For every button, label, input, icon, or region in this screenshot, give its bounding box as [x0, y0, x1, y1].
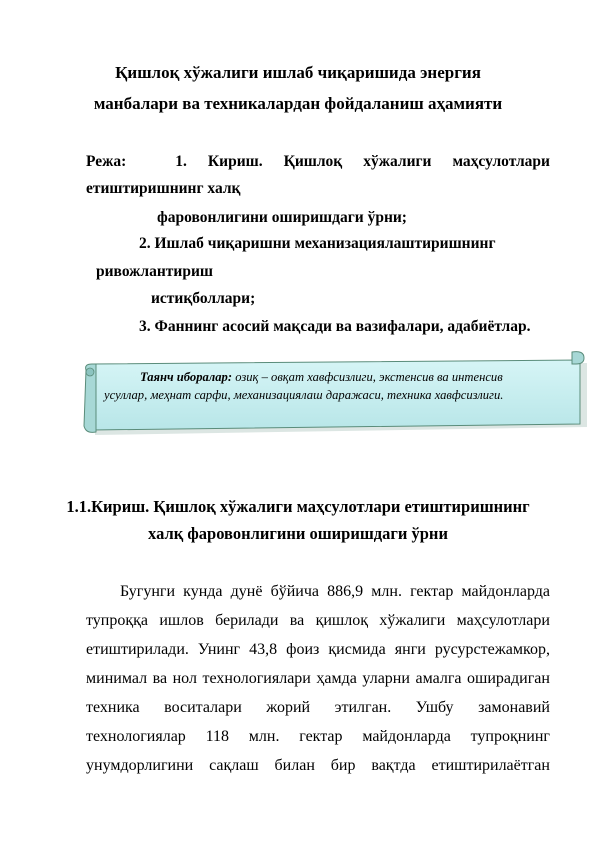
plan-item1-line2: етиштиришнинг халқ	[86, 180, 241, 197]
plan-item1-word: хўжалиги	[363, 153, 432, 170]
word: минимал	[86, 670, 148, 687]
keywords-line1	[140, 370, 596, 385]
word: унумдорлигини	[86, 757, 194, 774]
plan-item2-line3: истиқболлари;	[151, 290, 256, 307]
word: уларни	[362, 670, 410, 687]
plan-item2-line1: 2. Ишлаб чиқаришни механизациялаштиришнинг	[139, 235, 496, 252]
word: маҳсулотлари	[456, 612, 550, 629]
plan-item1-word: Кириш.	[207, 153, 263, 170]
word: етиштирилади.	[86, 641, 189, 658]
paragraph-line	[86, 699, 550, 717]
word: Унинг	[197, 641, 241, 658]
keywords-line2: усуллар, меҳнат сарфи, механизациялаш даражаси, техника хавфсизлиги.	[104, 388, 504, 402]
word: тупроққа	[86, 612, 148, 629]
word: 43,8	[249, 641, 278, 658]
word: қишлоқ	[315, 612, 368, 629]
word: тупроқнинг	[470, 728, 550, 745]
word: замонавий	[478, 699, 550, 716]
keywords-line1-text: озиқ – овқат хавфсизлиги, экстенсив ва интенсив	[232, 370, 503, 384]
word: русурстежамкор,	[434, 641, 550, 658]
plan-item3: 3. Фаннинг асосий мақсади ва вазифалари, адабиётлар.	[139, 318, 531, 335]
word: гектар	[410, 583, 454, 600]
keywords-label: Таянч иборалар:	[140, 370, 233, 384]
word: гектар	[299, 728, 343, 745]
word: хўжалиги	[379, 612, 446, 629]
word: майдонларда	[362, 728, 451, 745]
word: амалга	[415, 670, 462, 687]
section-heading-line1: 1.1.Кириш. Қишлоқ хўжалиги маҳсулотлари етиштиришнинг	[66, 497, 530, 516]
word: 886,9	[327, 583, 364, 600]
paragraph-line	[86, 670, 550, 688]
word: кунда	[183, 583, 223, 600]
paragraph-line	[86, 757, 550, 775]
word: Ушбу	[415, 699, 454, 716]
word: 118	[205, 728, 229, 745]
word: техника	[86, 699, 140, 716]
word: млн.	[371, 583, 402, 600]
word: технологиялари	[202, 670, 311, 687]
document-title-line2: манбалари ва техникалардан фойдаланиш аҳамияти	[93, 94, 503, 113]
word: нол	[172, 670, 197, 687]
word: берилади	[215, 612, 279, 629]
word: ҳамда	[316, 670, 357, 687]
word: бир	[330, 757, 356, 774]
word: етиштирилаётган	[431, 757, 550, 774]
word: бўйича	[270, 583, 320, 600]
word: оширадиган	[467, 670, 550, 687]
paragraph-line	[86, 612, 550, 630]
word: фоиз	[286, 641, 320, 658]
plan-item2-line2: ривожлантириш	[96, 263, 213, 280]
plan-item1-word: маҳсулотлари	[452, 153, 550, 170]
word: вақтда	[371, 757, 416, 774]
word: воситалари	[164, 699, 242, 716]
section-heading-line2: халқ фаровонлигини оширишдаги ўрни	[148, 524, 448, 543]
word: ишлов	[159, 612, 204, 629]
word: млн.	[248, 728, 280, 745]
paragraph-line	[120, 583, 550, 601]
plan-label: Режа:	[86, 153, 127, 170]
word: ва	[289, 612, 305, 629]
word: дунё	[230, 583, 263, 600]
word: қисмида	[328, 641, 386, 658]
paragraph-line	[86, 641, 550, 659]
word: янги	[394, 641, 426, 658]
word: ва	[152, 670, 168, 687]
word: майдонларда	[461, 583, 550, 600]
plan-item1-line3: фаровонлигини оширишдаги ўрни;	[157, 209, 407, 226]
paragraph-line	[86, 728, 550, 746]
word: жорий	[266, 699, 311, 716]
word: технологиялар	[86, 728, 186, 745]
document-title-line1: Қишлоқ хўжалиги ишлаб чиқаришида энергия	[115, 63, 481, 82]
word: сақлаш	[209, 757, 259, 774]
word: билан	[274, 757, 315, 774]
word: Бугунги	[120, 583, 176, 600]
plan-item1-word: Қишлоқ	[283, 153, 343, 170]
word: этилган.	[334, 699, 392, 716]
plan-item1-number: 1.	[175, 153, 187, 170]
